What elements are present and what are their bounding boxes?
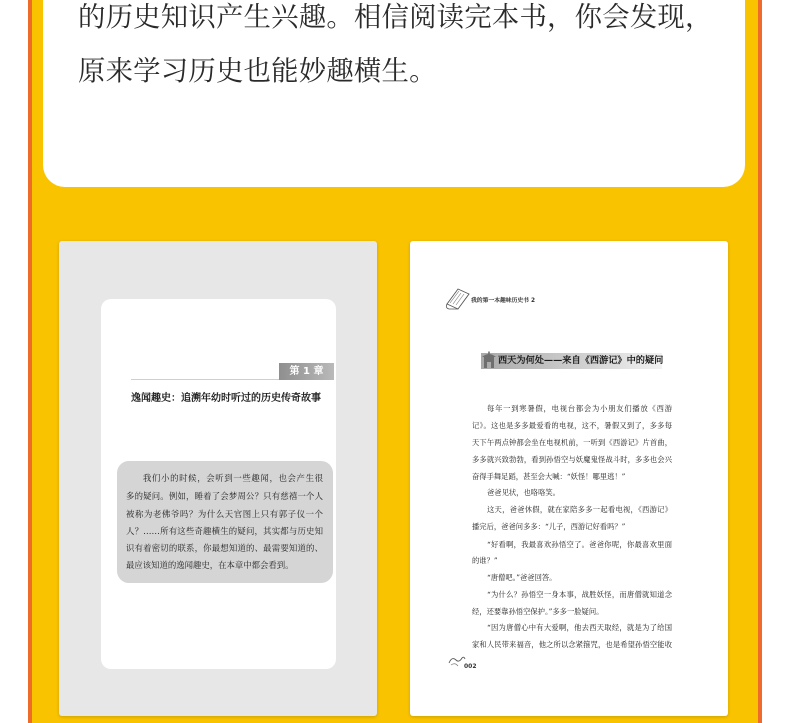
body-line: 的谁？” <box>472 556 498 565</box>
body-line: 多多就兴致勃勃，看到孙悟空与妖魔鬼怪战斗时，多多也会兴 <box>472 455 672 464</box>
body-line: 家和人民带来福音，他之所以念紧箍咒，也是希望孙悟空能收 <box>472 640 672 649</box>
summary-line: 识有着密切的联系，你最想知道的、最需要知道的、 <box>126 543 323 553</box>
running-header: 我的第一本趣味历史书 2 <box>471 298 536 304</box>
summary-line: 被称为老佛爷吗？为什么天官图上只有郭子仪一个 <box>126 509 323 519</box>
chapter-label: 第 1 章 <box>279 363 334 380</box>
body-line: 奋得手舞足蹈，甚至会大喊：“妖怪！哪里逃！” <box>472 472 626 481</box>
body-line: 爸爸见状，也咯咯笑。 <box>487 488 560 497</box>
summary-line: 我们小的时候，会听到一些趣闻，也会产生很 <box>143 473 323 483</box>
intro-line: 原来学习历史也能妙趣横生。 <box>78 56 437 87</box>
book-scroll-icon <box>444 286 472 312</box>
page-number: 002 <box>464 663 477 670</box>
body-line: “唐僧吧。”爸爸回答。 <box>487 573 557 582</box>
section-title: 西天为何处——来自《西游记》中的疑问 <box>498 355 664 366</box>
pavilion-icon <box>481 351 497 369</box>
body-line: “因为唐僧心中有大爱啊，他去西天取经，就是为了给国 <box>487 623 672 632</box>
chapter-title: 逸闻趣史：追溯年幼时听过的历史传奇故事 <box>131 393 321 404</box>
summary-line: 人？……所有这些奇趣横生的疑问，其实都与历史知 <box>126 526 323 536</box>
body-line: 天下午两点钟都会坐在电视机前，一听到《西游记》片首曲， <box>472 438 672 447</box>
body-line: 播完后，爸爸问多多：“儿子，西游记好看吗？” <box>472 522 626 531</box>
body-line: 经，还要靠孙悟空保护。”多多一脸疑问。 <box>472 607 604 616</box>
intro-line: 的历史知识产生兴趣。相信阅读完本书，你会发现， <box>78 2 713 33</box>
body-line: 每年一到寒暑假，电视台都会为小朋友们播放《西游 <box>487 404 672 413</box>
summary-line: 多的疑问。例如，睡着了会梦周公？只有慈禧一个人 <box>126 491 323 501</box>
body-line: “为什么？孙悟空一身本事，战胜妖怪，而唐僧就知道念 <box>487 590 672 599</box>
body-line: “好看啊，我最喜欢孙悟空了。爸爸你呢，你最喜欢里面 <box>487 540 672 549</box>
body-line: 这天，爸爸休假，就在家陪多多一起看电视，《西游记》 <box>487 505 672 514</box>
body-line: 记》。这也是多多最爱看的电视，这不，暑假又到了，多多每 <box>472 421 672 430</box>
summary-line: 最应该知道的逸闻趣史，在本章中都会看到。 <box>126 560 294 570</box>
